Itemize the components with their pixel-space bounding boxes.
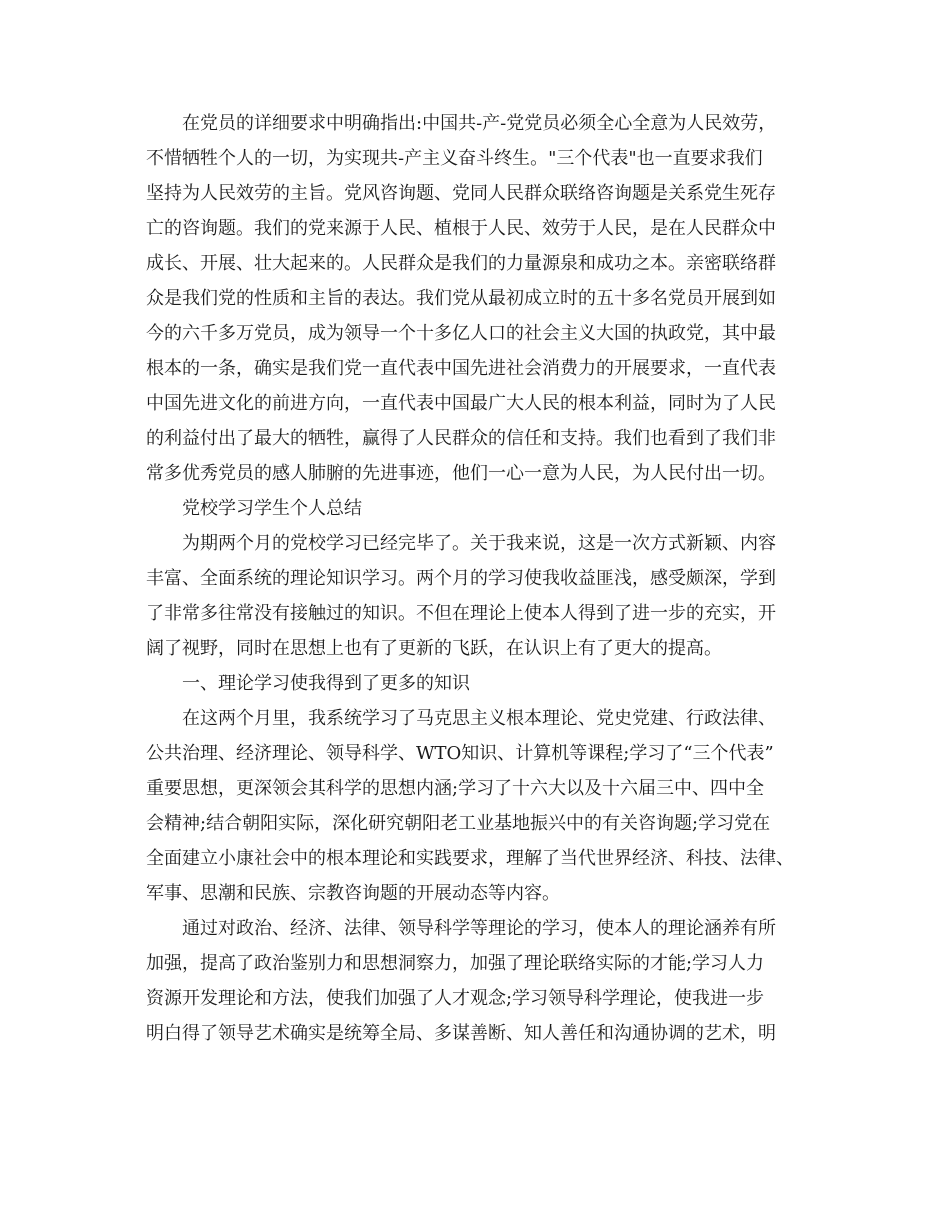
text-line: 根本的一条，确实是我们党一直代表中国先进社会消费力的开展要求，一直代表 bbox=[146, 358, 776, 379]
text-line: 在这两个月里，我系统学习了马克思主义根本理论、党史党建、行政法律、 bbox=[182, 708, 776, 729]
text-line: 资源开发理论和方法，使我们加强了人才观念;学习领导科学理论，使我进一步 bbox=[146, 988, 765, 1009]
text-line: 的利益付出了最大的牺牲，赢得了人民群众的信任和支持。我们也看到了我们非 bbox=[146, 428, 776, 449]
text-line: 公共治理、经济理论、领导科学、WTO知识、计算机等课程;学习了“三个代表” bbox=[146, 743, 774, 764]
text-line: 中国先进文化的前进方向，一直代表中国最广大人民的根本利益，同时为了人民 bbox=[146, 393, 776, 414]
text-line: 加强，提高了政治鉴别力和思想洞察力，加强了理论联络实际的才能;学习人力 bbox=[146, 953, 765, 974]
text-line: 为期两个月的党校学习已经完毕了。关于我来说，这是一次方式新颖、内容 bbox=[182, 533, 776, 554]
text-line: 丰富、全面系统的理论知识学习。两个月的学习使我收益匪浅，感受颇深，学到 bbox=[146, 568, 776, 589]
text-line: 党校学习学生个人总结 bbox=[182, 498, 362, 519]
text-line: 众是我们党的性质和主旨的表达。我们党从最初成立时的五十多名党员开展到如 bbox=[146, 288, 776, 309]
text-line: 成长、开展、壮大起来的。人民群众是我们的力量源泉和成功之本。亲密联络群 bbox=[146, 253, 776, 274]
text-line: 明白得了领导艺术确实是统筹全局、多谋善断、知人善任和沟通协调的艺术，明 bbox=[146, 1023, 776, 1044]
text-line: 会精神;结合朝阳实际，深化研究朝阳老工业基地振兴中的有关咨询题;学习党在 bbox=[146, 813, 771, 834]
text-line: 全面建立小康社会中的根本理论和实践要求，理解了当代世界经济、科技、法律、 bbox=[146, 848, 794, 869]
text-line: 不惜牺牲个人的一切，为实现共-产主义奋斗终生。"三个代表"也一直要求我们 bbox=[146, 148, 763, 169]
text-line: 坚持为人民效劳的主旨。党风咨询题、党同人民群众联络咨询题是关系党生死存 bbox=[146, 183, 776, 204]
text-line: 重要思想，更深领会其科学的思想内涵;学习了十六大以及十六届三中、四中全 bbox=[146, 778, 765, 799]
text-line: 了非常多往常没有接触过的知识。不但在理论上使本人得到了进一步的充实，开 bbox=[146, 603, 776, 624]
text-line: 亡的咨询题。我们的党来源于人民、植根于人民、效劳于人民，是在人民群众中 bbox=[146, 218, 776, 239]
text-line: 一、理论学习使我得到了更多的知识 bbox=[182, 673, 470, 694]
text-line: 在党员的详细要求中明确指出:中国共-产-党党员必须全心全意为人民效劳， bbox=[182, 113, 777, 134]
text-line: 今的六千多万党员，成为领导一个十多亿人口的社会主义大国的执政党，其中最 bbox=[146, 323, 776, 344]
text-line: 军事、思潮和民族、宗教咨询题的开展动态等内容。 bbox=[146, 883, 560, 904]
text-line: 通过对政治、经济、法律、领导科学等理论的学习，使本人的理论涵养有所 bbox=[182, 918, 776, 939]
text-line: 阔了视野，同时在思想上也有了更新的飞跃，在认识上有了更大的提高。 bbox=[146, 638, 722, 659]
document-body bbox=[146, 106, 806, 1051]
text-line: 常多优秀党员的感人肺腑的先进事迹，他们一心一意为人民，为人民付出一切。 bbox=[146, 463, 776, 484]
